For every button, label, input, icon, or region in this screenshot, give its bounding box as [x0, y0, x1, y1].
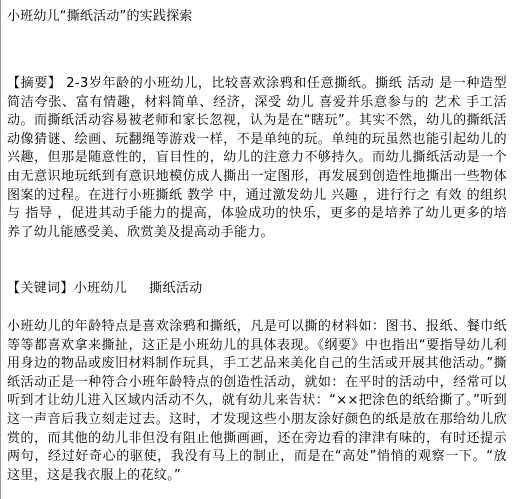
abstract-paragraph	[7, 75, 507, 242]
keyword-1: 小班幼儿	[73, 281, 128, 296]
abstract-text: 2-3岁年龄的小班幼儿，比较喜欢涂鸦和任意撕纸。撕纸 活动 是一种造型简洁夸张、富有情趣，材料简单、经济，深受 幼儿 喜爱并乐意参与的 艺术 手工活动。而撕纸活动容易被老师和家长忽视，认为是在“瞎玩”。其实不然，幼儿的撕纸活动像猜谜、绘画、玩翻绳等游戏一样，不是单纯的玩。单纯的玩虽然也能引起幼儿的兴趣，但那是随意性的，盲目性的，幼儿的注意力不够持久。而幼儿撕纸活动是一个由无意识地玩纸到有意识地模仿成人撕出一定图形，再发展到创造性地撕出一些物体图案的过程。在进行小班撕纸 教学 中，通过激发幼儿 兴趣 ，进行行之 有效 的组织与 指导 ，促进其动手能力的提高，体验成功的快乐，更多的是培养了幼儿更多的培养了幼儿能感受美、欣赏美及提高动手能力。	[7, 76, 508, 240]
keywords-label: 【关键词】	[7, 281, 74, 296]
abstract-label: 【摘要】	[7, 76, 62, 91]
keyword-2: 撕纸活动	[149, 281, 203, 296]
document-title: 小班幼儿“撕纸活动”的实践探索	[7, 9, 193, 24]
keywords-paragraph	[7, 280, 507, 299]
body-paragraph: 小班幼儿的年龄特点是喜欢涂鸦和撕纸，凡是可以撕的材料如：图书、报纸、餐巾纸等等都喜欢拿来撕扯，这正是小班幼儿的具体表现。《纲要》中也指出“要指导幼儿利用身边的物品或废旧材料制作玩具，手工艺品来美化自己的生活或开展其他活动。”撕纸活动正是一种符合小班年龄特点的创造性活动，就如：在平时的活动中，经常可以听到才让幼儿进入区域内活动不久，就有幼儿来告状：“××把涂色的纸给撕了。”听到这一声音后我立刻走过去。这时，才发现这些小朋友涂好颜色的纸是放在那给幼儿欣赏的，而其他的幼儿非但没有阻止他撕画画，还在旁边看的津津有味的，有时还提示两句，经过好奇心的驱使，我没有马上的制止，而是在“高处”悄悄的观察一下。“放这里，这是我衣服上的花纹。”	[7, 319, 507, 483]
